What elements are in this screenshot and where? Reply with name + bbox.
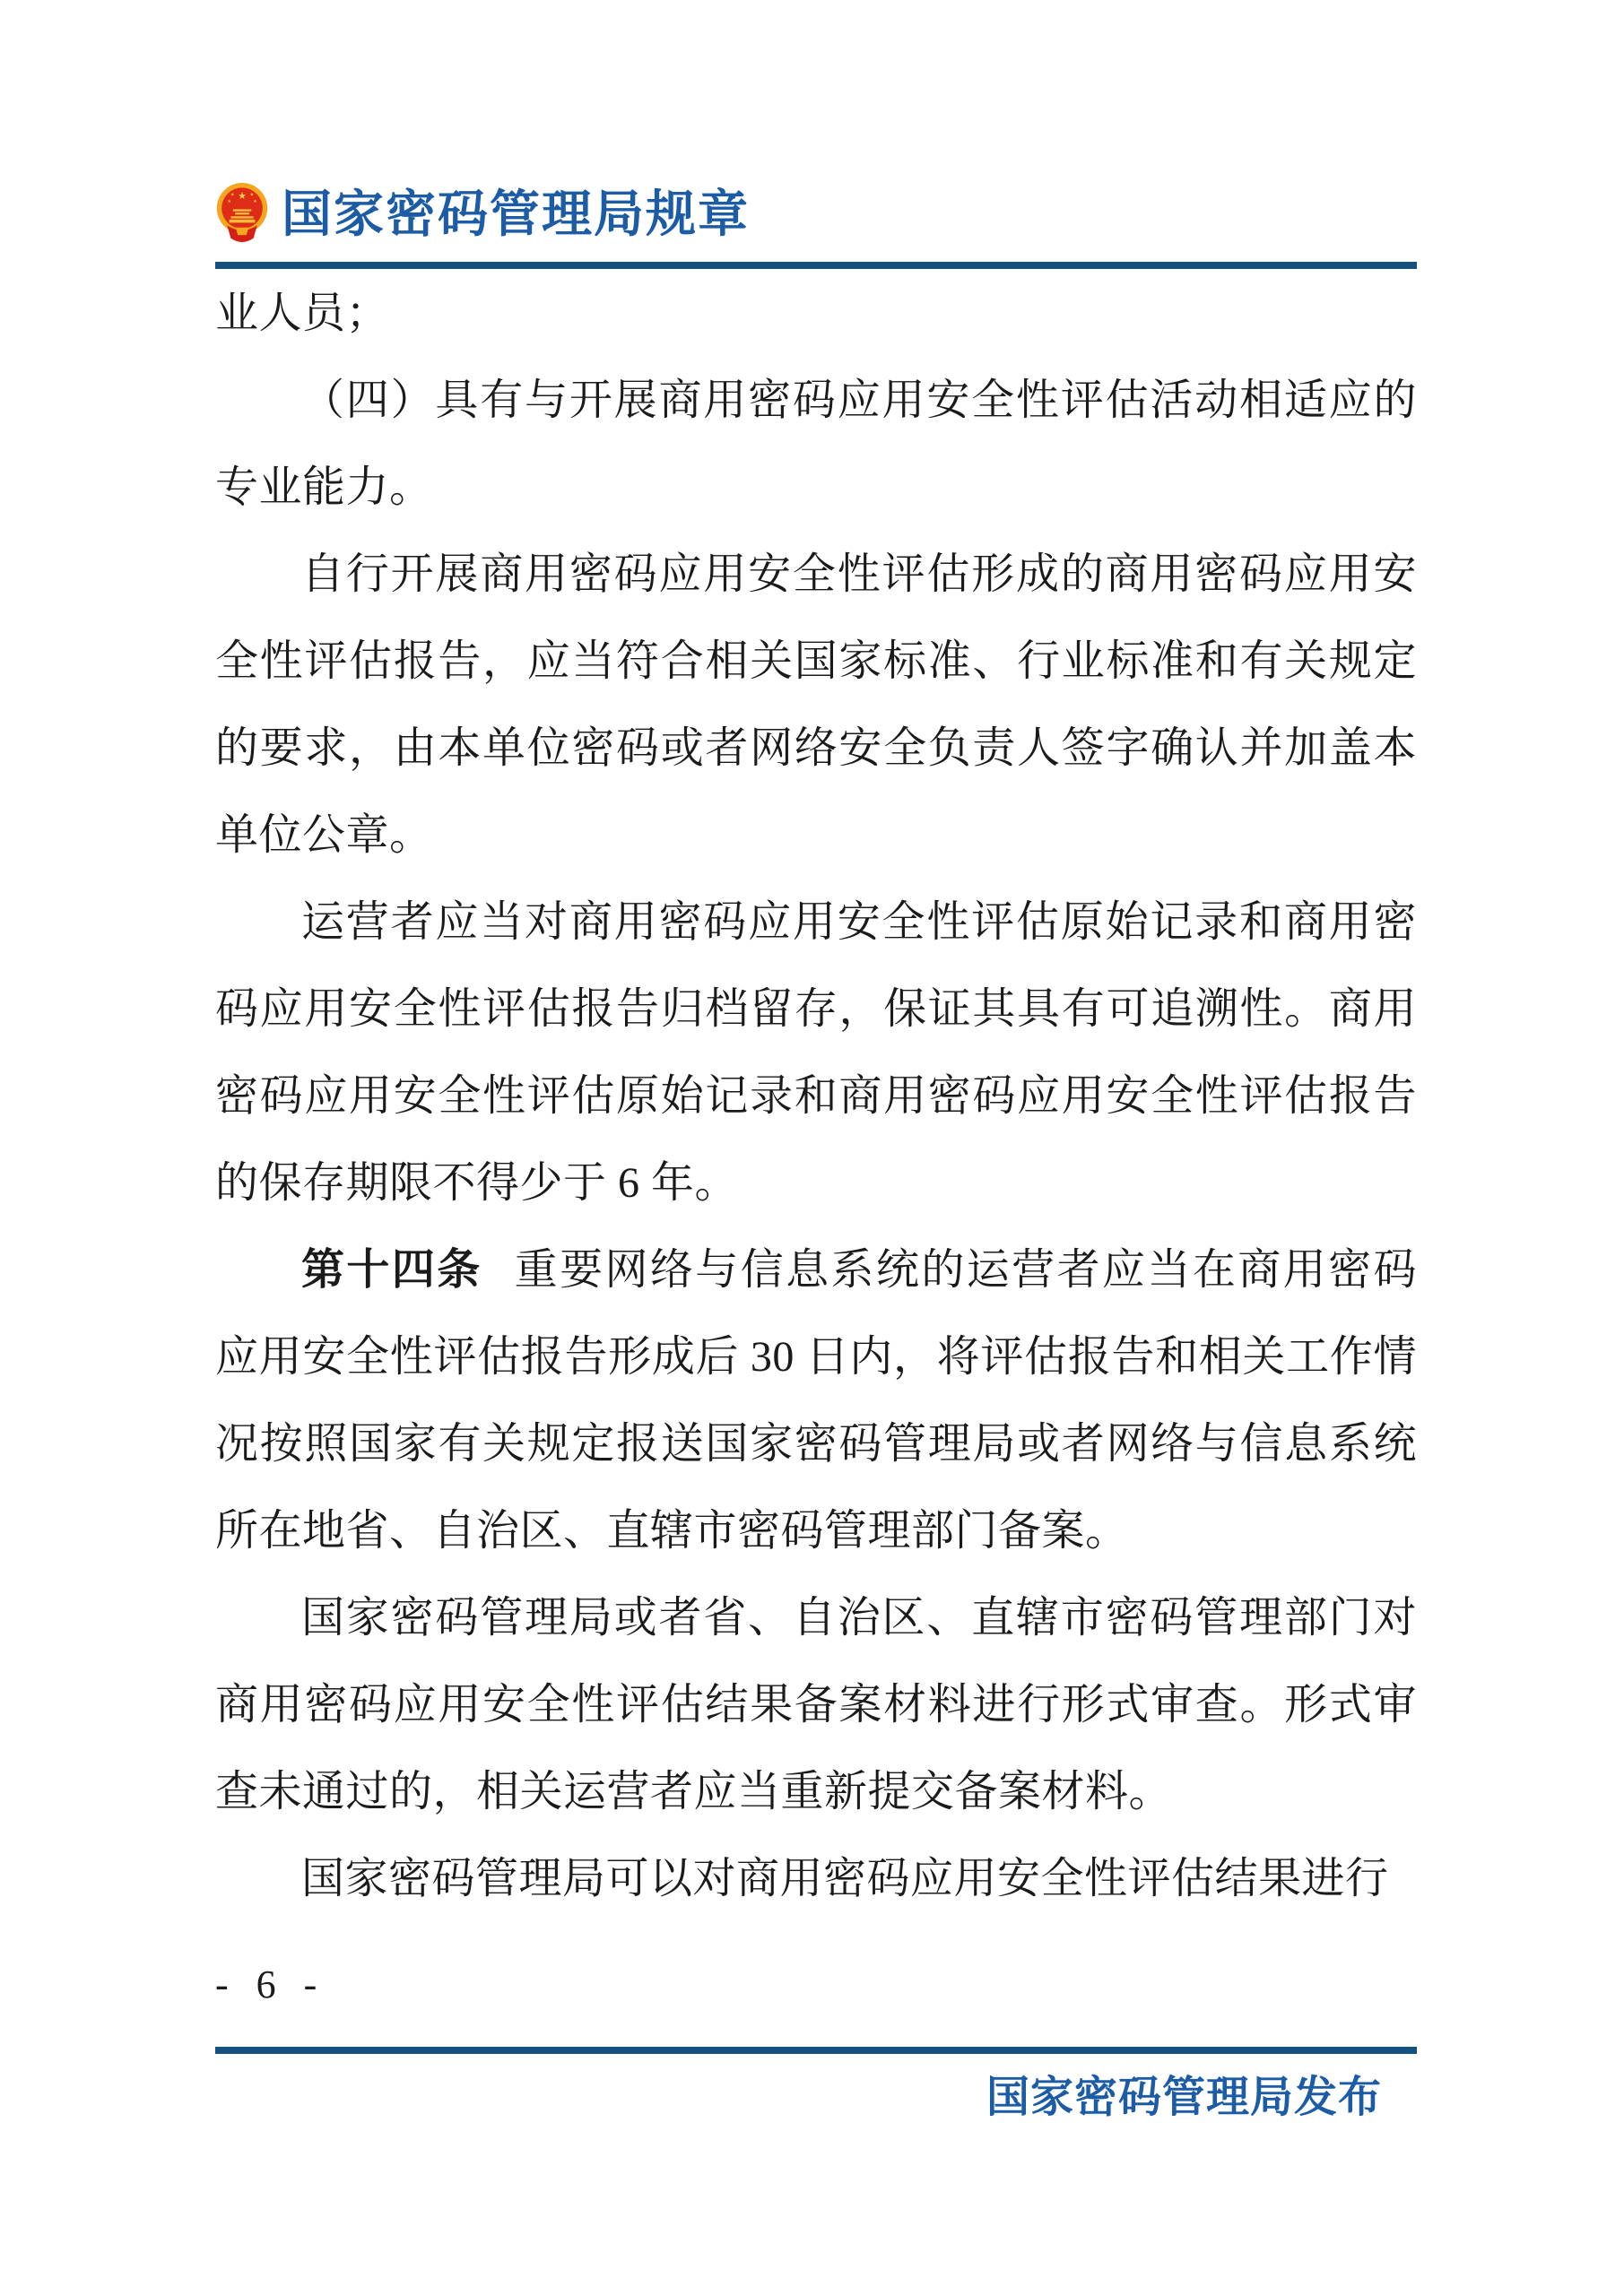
page-header bbox=[215, 178, 1417, 269]
paragraph: 业人员； bbox=[215, 290, 390, 337]
svg-text:★: ★ bbox=[230, 193, 235, 198]
svg-text:★: ★ bbox=[253, 200, 257, 205]
document-body bbox=[215, 270, 1417, 1922]
page-title: 国家密码管理局规章 bbox=[282, 187, 750, 243]
article-number: 第十四条 bbox=[301, 1246, 482, 1294]
header-rule bbox=[215, 262, 1417, 269]
svg-text:★: ★ bbox=[238, 191, 247, 202]
paragraph: 国家密码管理局或者省、自治区、直辖市密码管理部门对商用密码应用安全性评估结果备案材料进行形式审查。形式审查未通过的，相关运营者应当重新提交备案材料。 bbox=[215, 1594, 1417, 1815]
paragraph: 自行开展商用密码应用安全性评估形成的商用密码应用安全性评估报告，应当符合相关国家标准、行业标准和有关规定的要求，由本单位密码或者网络安全负责人签字确认并加盖本单位公章。 bbox=[215, 550, 1417, 859]
paragraph: （四）具有与开展商用密码应用安全性评估活动相适应的专业能力。 bbox=[215, 377, 1417, 511]
paragraph: 第十四条 重要网络与信息系统的运营者应当在商用密码应用安全性评估报告形成后 30 日内，将评估报告和相关工作情况按照国家有关规定报送国家密码管理局或者网络与信息系统所在地省、自治区、直辖市密码管理部门备案。 bbox=[215, 1246, 1417, 1555]
page-number: - 6 - bbox=[215, 1962, 326, 2006]
paragraph: 国家密码管理局可以对商用密码应用安全性评估结果进行 bbox=[301, 1855, 1389, 1902]
paragraph: 运营者应当对商用密码应用安全性评估原始记录和商用密码应用安全性评估报告归档留存，保证其具有可追溯性。商用密码应用安全性评估原始记录和商用密码应用安全性评估报告的保存期限不得少于 6 年。 bbox=[215, 898, 1417, 1207]
svg-text:★: ★ bbox=[227, 200, 231, 205]
publisher-label: 国家密码管理局发布 bbox=[986, 2074, 1383, 2121]
footer-rule bbox=[215, 2047, 1417, 2054]
agency-brand bbox=[215, 178, 1417, 253]
svg-text:★: ★ bbox=[249, 193, 254, 198]
china-national-emblem-icon bbox=[215, 182, 269, 248]
page-content bbox=[215, 0, 1417, 1922]
